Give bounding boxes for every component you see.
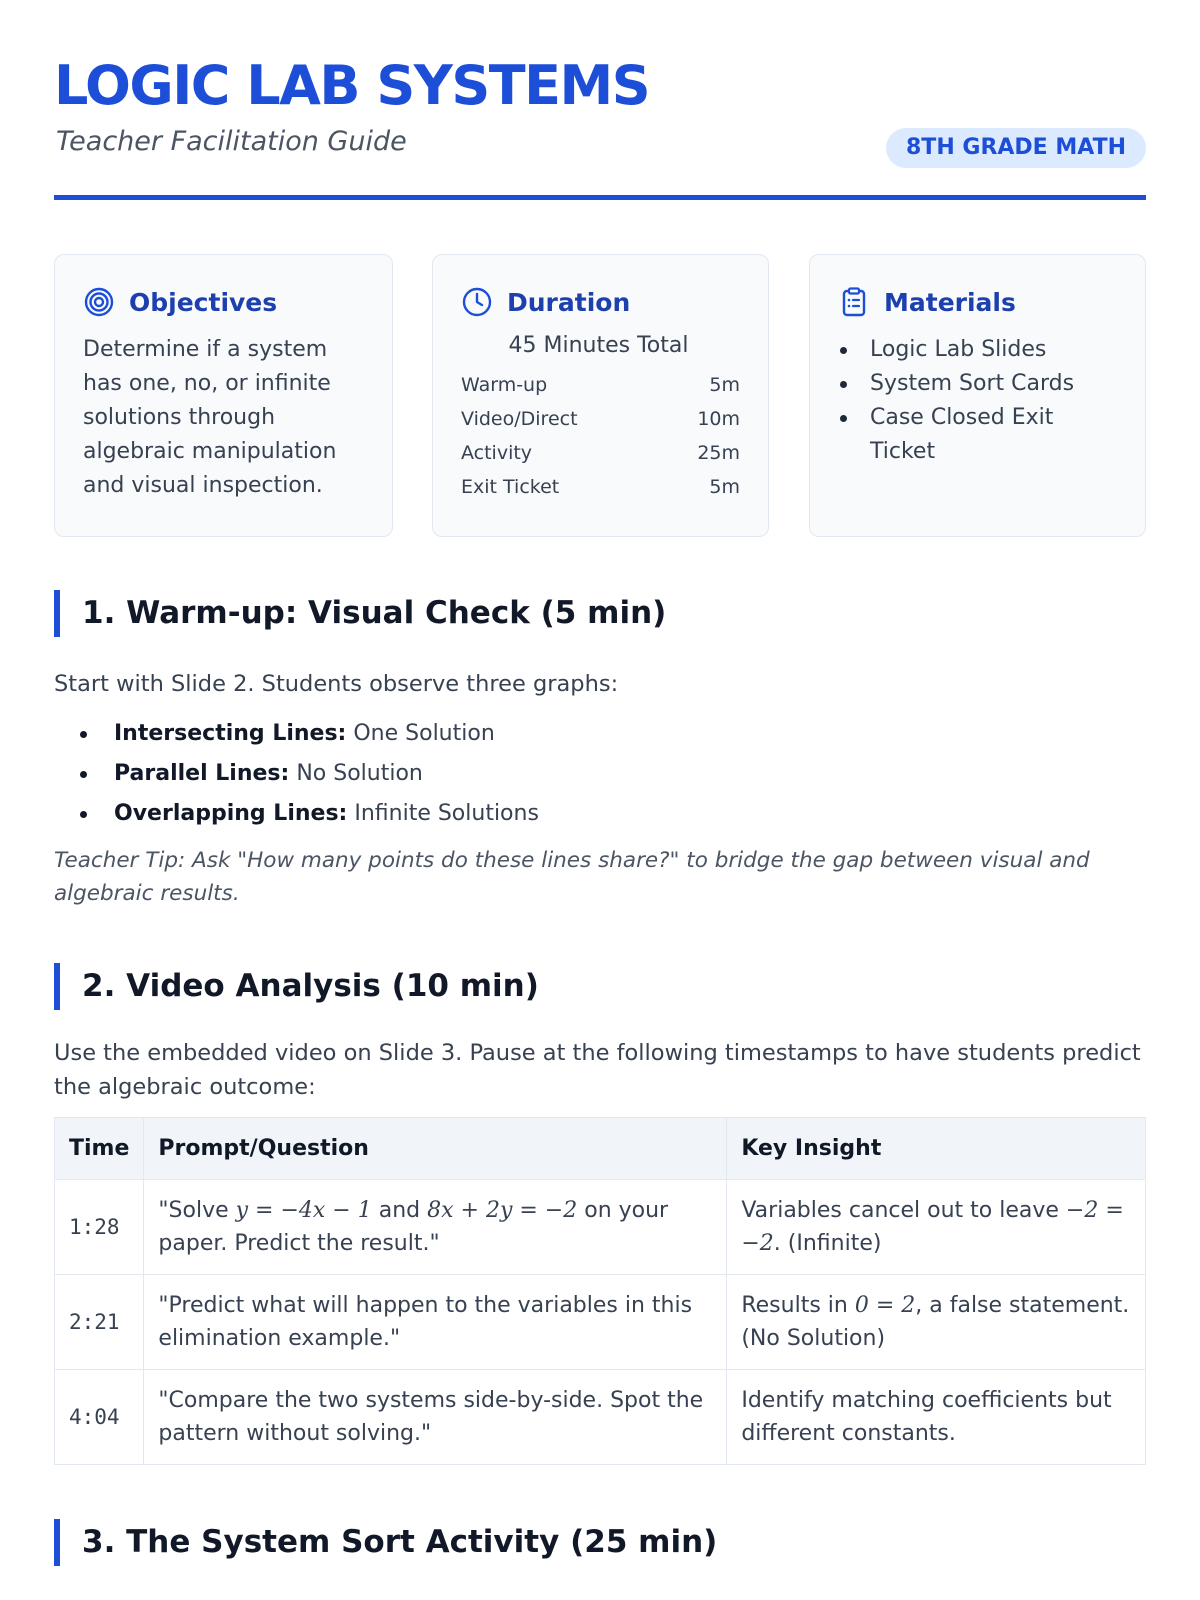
grade-badge: 8TH GRADE MATH [886,128,1146,168]
page-title: LOGIC LAB SYSTEMS [54,54,650,117]
objectives-title: Objectives [129,287,278,317]
duration-row-value: 5m [709,374,740,396]
materials-item: System Sort Cards [838,367,1117,401]
duration-row-value: 10m [697,408,740,430]
equation: 8x + 2y = −2 [427,1198,578,1223]
prompt-cell: "Compare the two systems side-by-side. Spot the pattern without solving." [144,1370,727,1465]
prompt-text: on your paper. Predict the result." [158,1198,669,1256]
target-icon [83,286,115,318]
prompt-text: and [371,1198,428,1223]
clipboard-list-icon [838,286,870,318]
list-item-desc: No Solution [296,761,423,786]
list-item [54,794,539,834]
section-intro-warmup: Start with Slide 2. Students observe three graphs: [54,671,619,697]
materials-item: Logic Lab Slides [838,333,1117,367]
insight-text: . (Infinite) [773,1231,882,1256]
timestamp-cell: 1:28 [55,1180,144,1275]
materials-card-header [838,285,1117,319]
list-item [54,754,539,794]
table-row [55,1275,1146,1370]
duration-row-label: Activity [461,442,533,464]
insight-text: Results in [741,1293,855,1318]
insight-text: , a false statement. (No Solution) [741,1293,1130,1351]
column-header-insight: Key Insight [727,1118,1146,1180]
materials-title: Materials [884,287,1016,317]
list-item-term: Parallel Lines: [114,761,290,786]
warmup-list-wrap [54,714,1146,839]
duration-row [461,368,740,402]
equation: 0 = 2 [854,1293,916,1318]
section-heading-activity: 3. The System Sort Activity (25 min) [54,1519,717,1566]
column-header-prompt: Prompt/Question [144,1118,727,1180]
materials-item: Case Closed Exit Ticket [838,401,1117,469]
prompt-cell [144,1180,727,1275]
insight-cell [727,1275,1146,1370]
prompt-text: "Solve [158,1198,236,1223]
duration-row [461,402,740,436]
duration-row [461,470,740,504]
equation: −2 = −2 [741,1198,1124,1256]
insight-text: Variables cancel out to leave [741,1198,1066,1223]
list-item-term: Overlapping Lines: [114,801,348,826]
objectives-text: Determine if a system has one, no, or infinite solutions through algebraic manipulation and visual inspection. [83,337,337,498]
table-row [55,1370,1146,1465]
duration-card-header [461,285,740,319]
list-item [54,714,539,754]
objectives-card [54,254,393,537]
duration-row-label: Exit Ticket [461,476,560,498]
column-header-time: Time [55,1118,144,1180]
page-subtitle: Teacher Facilitation Guide [56,126,407,157]
prompt-cell: "Predict what will happen to the variables in this elimination example." [144,1275,727,1370]
insight-cell: Identify matching coefficients but different constants. [727,1370,1146,1465]
duration-row-label: Video/Direct [461,408,578,430]
list-item-desc: One Solution [353,721,495,746]
video-timestamp-table [54,1117,1146,1465]
list-item-desc: Infinite Solutions [354,801,539,826]
teacher-tip: Teacher Tip: Ask "How many points do these lines share?" to bridge the gap between visual and algebraic results. [54,848,1090,906]
table-header-row [55,1118,1146,1180]
objectives-card-header [83,285,364,319]
materials-list [838,333,1117,469]
duration-row-value: 5m [709,476,740,498]
list-item-term: Intersecting Lines: [114,721,347,746]
insight-cell [727,1180,1146,1275]
equation: y = −4x − 1 [235,1198,372,1223]
duration-total: 45 Minutes Total [508,333,689,358]
duration-title: Duration [507,287,631,317]
timestamp-cell: 2:21 [55,1275,144,1370]
table-row [55,1180,1146,1275]
materials-card [809,254,1146,537]
duration-row [461,436,740,470]
duration-row-label: Warm-up [461,374,548,396]
duration-card [432,254,769,537]
summary-cards [54,254,1146,537]
clock-icon [461,286,493,318]
warmup-list [54,714,539,834]
timestamp-cell: 4:04 [55,1370,144,1465]
duration-row-value: 25m [697,442,740,464]
section-heading-video: 2. Video Analysis (10 min) [54,963,539,1010]
header [54,0,1146,200]
section-intro-video: Use the embedded video on Slide 3. Pause at the following timestamps to have students predict the algebraic outcome: [54,1040,1141,1100]
section-heading-warmup: 1. Warm-up: Visual Check (5 min) [54,590,666,637]
guide-page [54,0,1146,1560]
